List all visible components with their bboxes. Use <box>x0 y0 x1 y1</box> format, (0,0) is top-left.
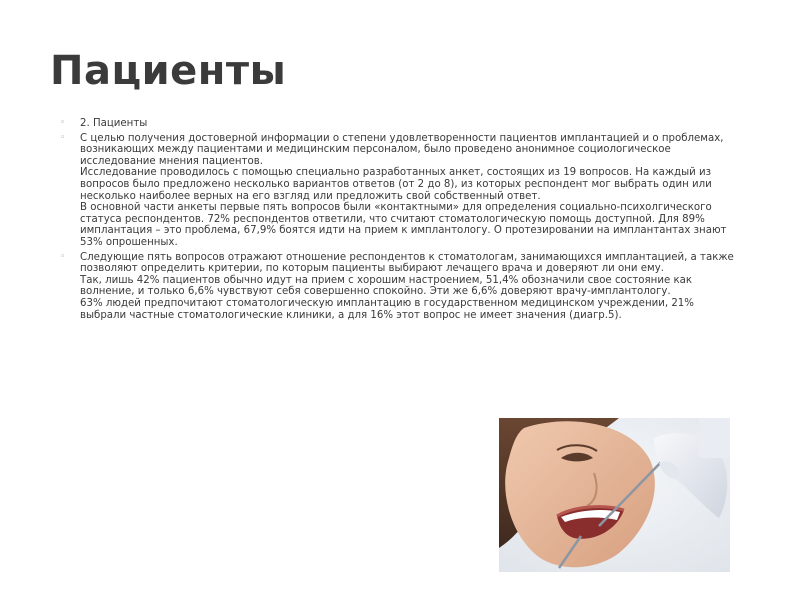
list-item <box>60 252 750 322</box>
item-line: 2. Пациенты <box>80 118 148 129</box>
item-line: имплантация – это проблема, 67,9% боятся идти на прием к имплантологу. О протезировании на имплантантах знают <box>80 225 727 237</box>
item-line: В основной части анкеты первые пять вопросов были «контактными» для определения социально-психолгического <box>80 202 712 214</box>
item-line: вопросов было предложено несколько вариантов ответов (от 2 до 8), из которых респондент мог выбрать один или <box>80 178 712 190</box>
item-line: позволяют определить критерии, по которым пациенты выбирают лечащего врача и доверяют ли они ему. <box>80 263 664 275</box>
list-item <box>60 118 750 130</box>
item-line: С целью получения достоверной информации о степени удовлетворенности пациентов имплантацией и о проблемах, <box>80 132 724 144</box>
bullet-icon: ◦ <box>60 251 66 262</box>
item-line: исследование мнения пациентов. <box>80 155 263 167</box>
slide-body <box>60 118 750 324</box>
bullet-icon: ◦ <box>60 118 66 128</box>
item-line: Следующие пять вопросов отражают отношение респондентов к стоматологам, занимающихся имплантацией, а также <box>80 251 734 263</box>
bullet-icon: ◦ <box>60 132 66 143</box>
item-line: возникающих между пациентами и медицинским персоналом, было проведено анонимное социологическое <box>80 144 671 156</box>
item-line: несколько наиболее верных на его взгляд или предложить свой собственный ответ. <box>80 190 541 202</box>
item-line: 53% опрошенных. <box>80 236 178 248</box>
item-line: Исследование проводилось с помощью специально разработанных анкет, состоящих из 19 вопросов. На каждый из <box>80 167 712 179</box>
list-item <box>60 133 750 249</box>
item-line: волнение, и только 6,6% чувствуют себя совершенно спокойно. Эти же 6,6% доверяют врачу-имплантологу. <box>80 286 671 298</box>
item-line: статуса респондентов. 72% респондентов ответили, что считают стоматологическую помощь доступной. Для 89% <box>80 213 705 225</box>
photo-illustration <box>499 418 730 572</box>
item-line: выбрали частные стоматологические клиники, а для 16% этот вопрос не имеет значения (диагр.5). <box>80 309 622 321</box>
dental-patient-photo <box>499 418 730 572</box>
item-line: Так, лишь 42% пациентов обычно идут на прием с хорошим настроением, 51,4% обозначили свое состояние как <box>80 274 693 286</box>
item-line: 63% людей предпочитают стоматологическую имплантацию в государственном медицинском учреждении, 21% <box>80 297 694 309</box>
slide-title: Пациенты <box>50 48 287 94</box>
